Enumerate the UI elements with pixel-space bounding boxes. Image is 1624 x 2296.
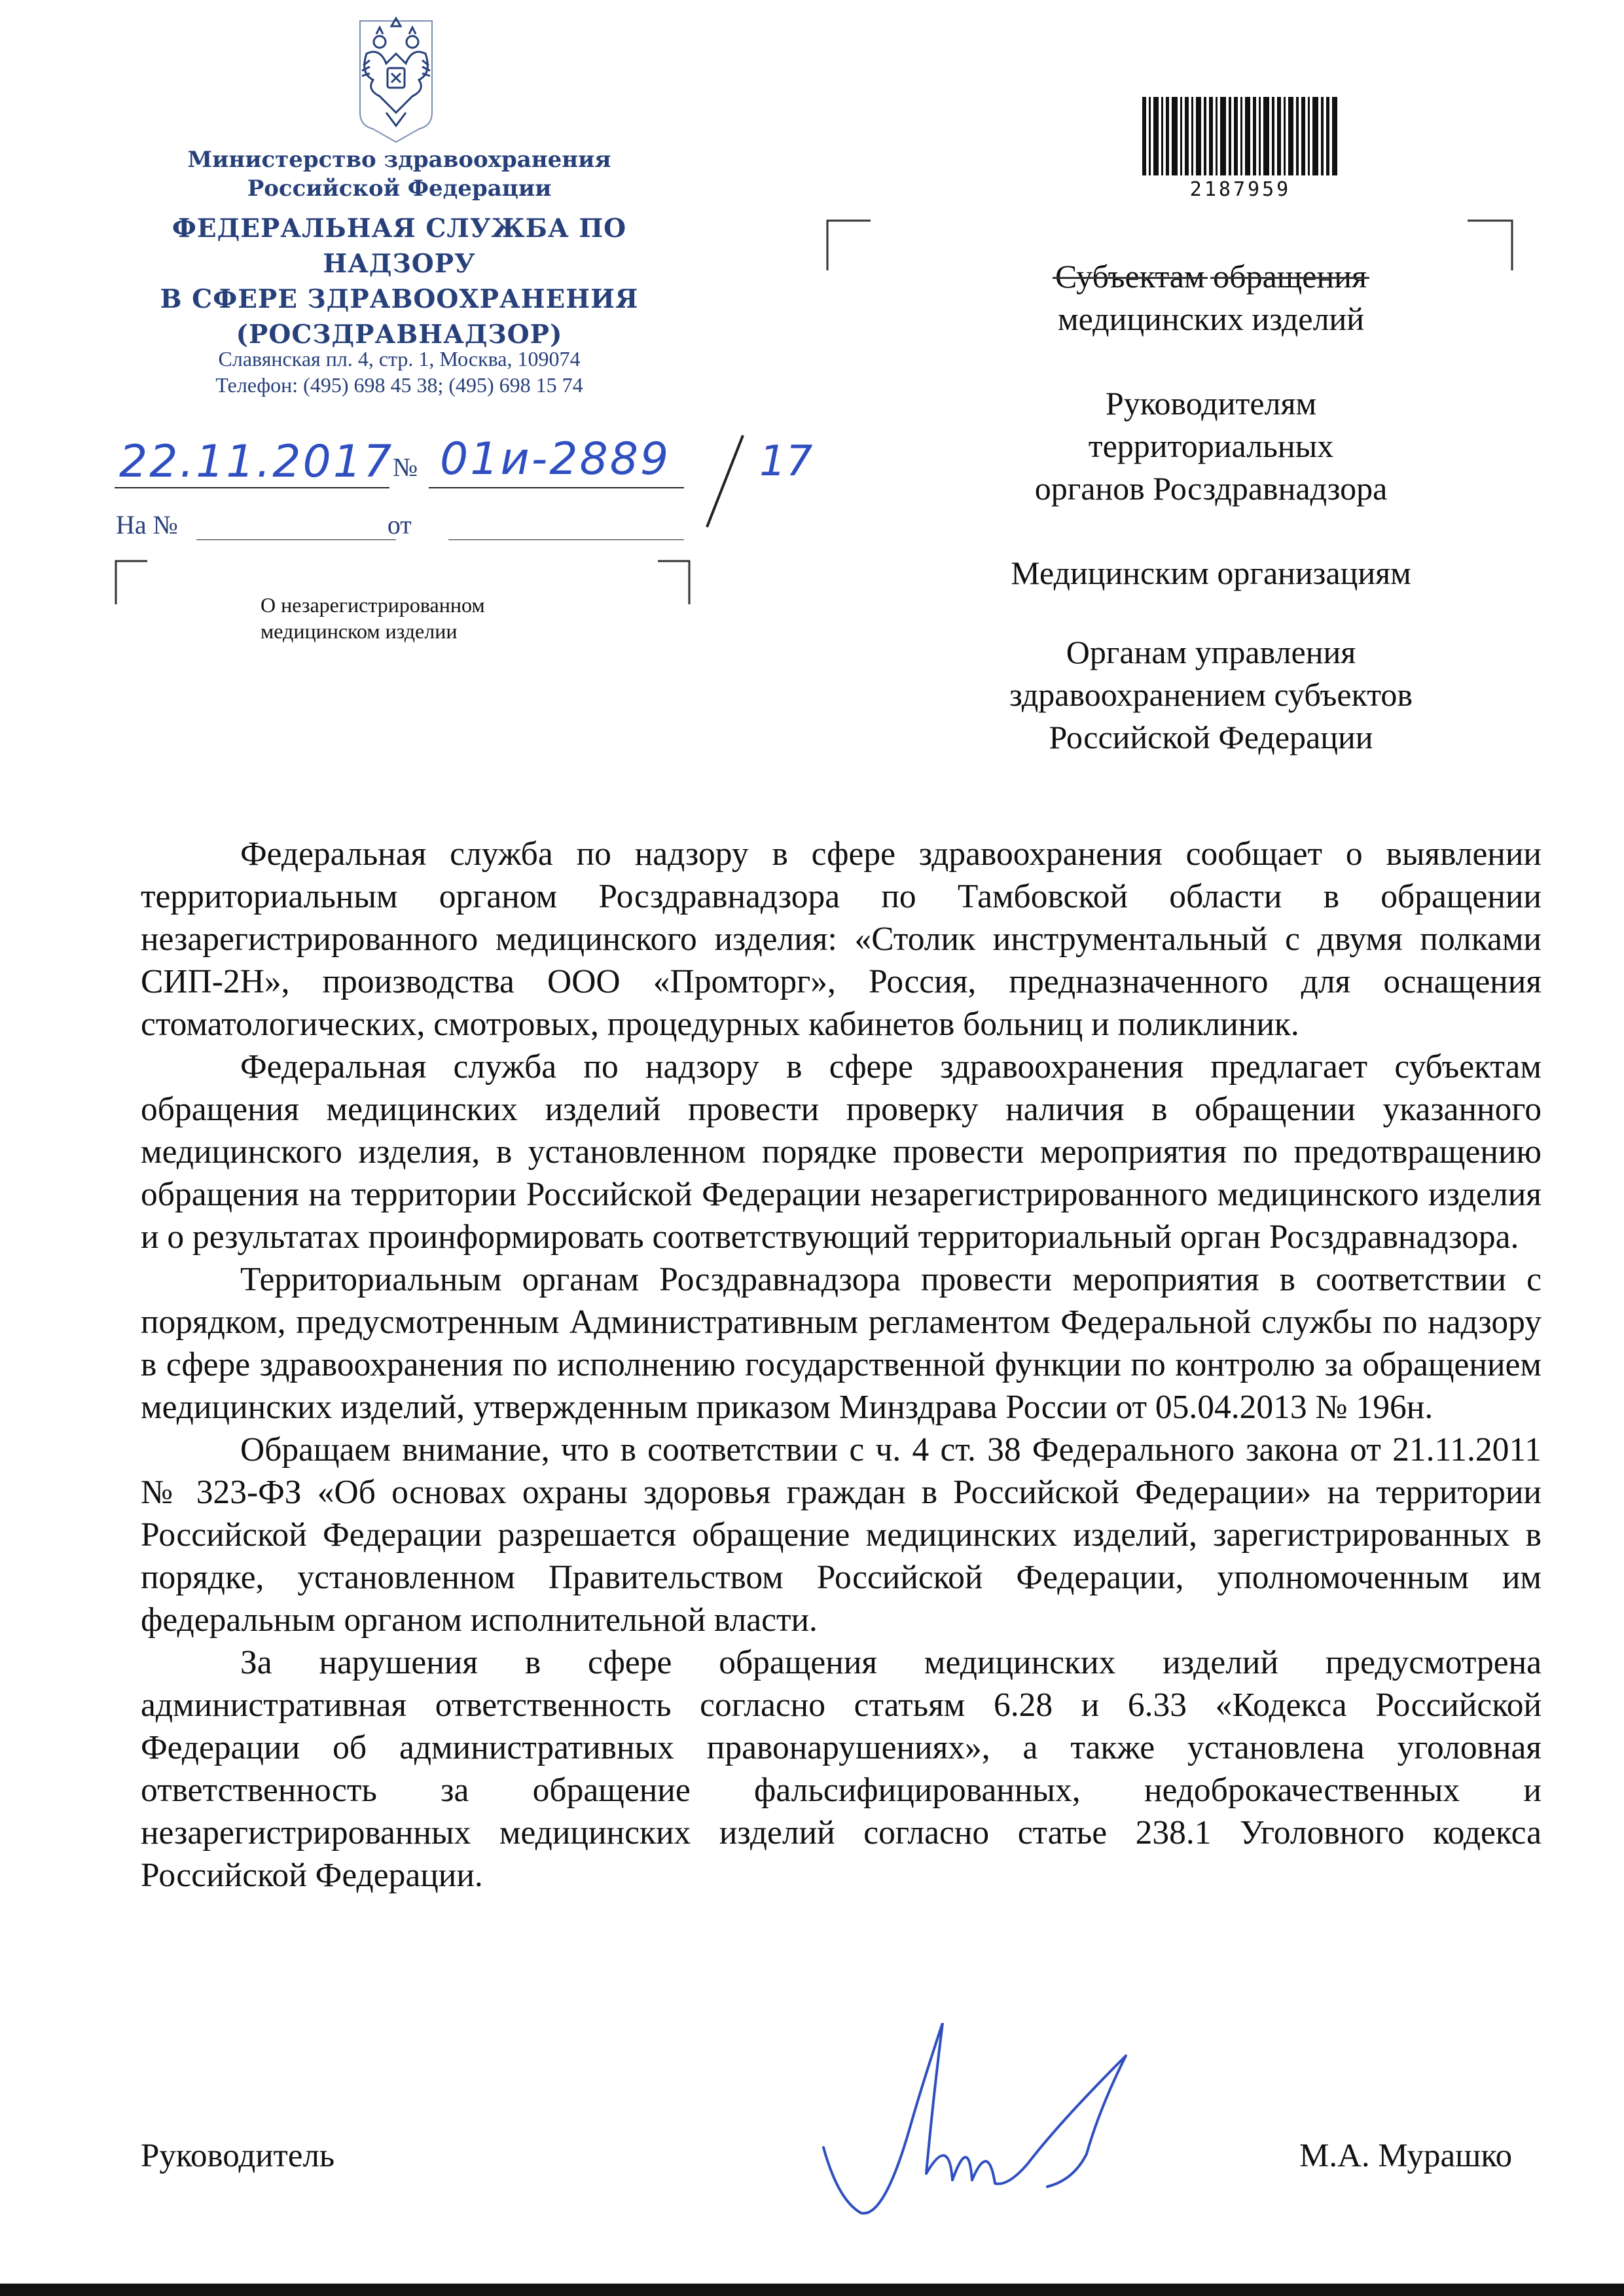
service-line-1: ФЕДЕРАЛЬНАЯ СЛУЖБА ПО НАДЗОРУ: [171, 213, 627, 279]
paragraph-2: Федеральная служба по надзору в сфере здравоохранения предлагает субъектам обращения медицинских изделий провести проверку наличия в обращении указанного медицинского изделия, в установленном порядке провести мероприятия по предотвращению обращения на территории Российской Федерации незарегистрированного медицинского изделия и о результатах проинформировать соответствующий территориальный орган Росздравнадзора.: [141, 1048, 1542, 1256]
recipient-1-line-2: медицинских изделий: [1057, 301, 1365, 337]
recipient-1-word-2: обращения: [1213, 258, 1367, 295]
service-line-2: В СФЕРЕ ЗДРАВООХРАНЕНИЯ: [160, 284, 639, 314]
recipient-2-line-1: Руководителям: [1105, 385, 1317, 422]
na-label: На №: [116, 510, 178, 539]
recipient-4-line-2: здравоохранением субъектов: [1009, 676, 1413, 713]
barcode-icon: [1142, 97, 1339, 175]
signatory-name: М.А. Мурашко: [1299, 2138, 1513, 2174]
paragraph-1: Федеральная служба по надзору в сфере здравоохранения сообщает о выявлении территориальным органом Росздравнадзора по Тамбовской области в обращении незарегистрированного медицинского изделия: «Столик инструментальный с двумя полками СИП-2Н», производства ООО «Промторг», Россия, предназначенного для оснащения стоматологических, смотровых, процедурных кабинетов больниц и поликлиник.: [141, 835, 1542, 1043]
subject-line-1: О незарегистрированном: [261, 593, 485, 617]
number-sign: №: [393, 452, 418, 482]
recipient-4-line-3: Российской Федерации: [1049, 719, 1373, 756]
paragraph-3: Территориальным органам Росздравнадзора провести мероприятия в соответствии с порядком, предусмотренным Административным регламентом Федеральной службы по надзору в сфере здравоохранения по исполнению государственной функции по контролю за обращением медицинских изделий, утвержденным приказом Минздрава России от 05.04.2013 № 196н.: [141, 1261, 1542, 1426]
signatory-title: Руководитель: [141, 2138, 335, 2174]
address-block: [98, 346, 700, 398]
coat-of-arms-icon: [340, 14, 452, 145]
recipient-4-line-1: Органам управления: [1066, 634, 1356, 670]
scan-edge: [0, 2284, 1624, 2296]
subject-line-2: медицинском изделии: [261, 619, 458, 643]
recipient-1-word-1: Субъектам: [1055, 258, 1205, 295]
service-name: [92, 211, 707, 352]
recipient-2-line-3: органов Росздравнадзора: [1034, 470, 1388, 507]
paragraph-5: За нарушения в сфере обращения медицинских изделий предусмотрена административная ответственность согласно статьям 6.28 и 6.33 «Кодекса Российской Федерации об административных правонарушениях», а также установлена уголовная ответственность за обращение фальсифицированных, недоброкачественных и незарегистрированных медицинских изделий согласно статье 238.1 Уголовного кодекса Российской Федерации.: [141, 1644, 1542, 1894]
reference-row: [116, 509, 412, 540]
recipients: [916, 255, 1506, 801]
paragraph-4: Обращаем внимание, что в соответствии с ч. 4 ст. 38 Федерального закона от 21.11.2011 № 323-ФЗ «Об основах охраны здоровья граждан в Российской Федерации» на территории Российской Федерации разрешается обращение медицинских изделий, зарегистрированных в порядке, установленном Правительством Российской Федерации, уполномоченным им федеральным органом исполнительной власти.: [141, 1431, 1542, 1639]
letter-body: [141, 833, 1542, 1897]
barcode-number: 2187959: [1189, 178, 1291, 201]
ministry-line-1: Министерство здравоохранения: [187, 147, 611, 173]
ministry-line-2: Российской Федерации: [247, 175, 552, 202]
ministry-name: [170, 145, 628, 203]
phone: Телефон: (495) 698 45 38; (495) 698 15 74: [215, 373, 583, 397]
signature-mark: [812, 2023, 1152, 2219]
recipient-2-line-2: территориальных: [1088, 428, 1334, 464]
ot-label: от: [387, 510, 412, 539]
recipient-3-line-1: Медицинским организациям: [1011, 555, 1411, 591]
registration-number-suffix: 17: [759, 437, 813, 486]
service-line-3: (РОСЗДРАВНАДЗОР): [236, 319, 563, 350]
registration-number: 01и-2889: [440, 433, 671, 485]
address: Славянская пл. 4, стр. 1, Москва, 109074: [218, 347, 581, 371]
subject: [261, 592, 485, 644]
registration-date: 22.11.2017: [119, 436, 394, 488]
